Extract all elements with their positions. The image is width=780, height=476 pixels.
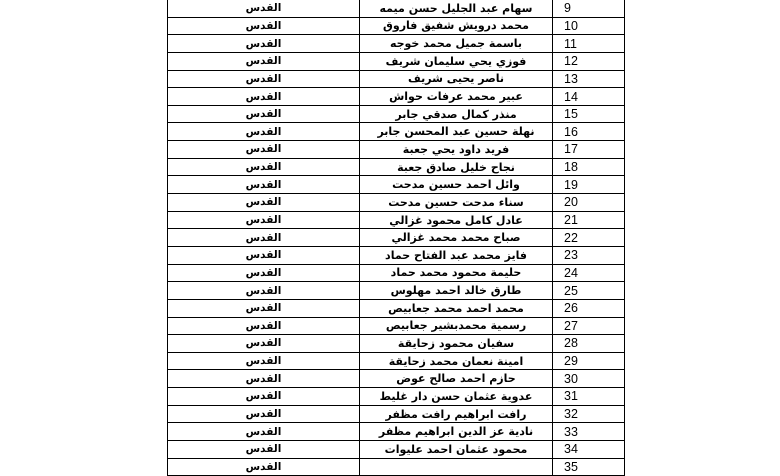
name-cell [360,458,553,476]
name-cell: سفيان محمود زحايقة [360,335,553,353]
row-number-cell: 28 [553,335,625,353]
row-number-cell: 34 [553,441,625,459]
row-number-cell: 29 [553,352,625,370]
name-cell: رافت ابراهيم رافت مظفر [360,405,553,423]
row-number-cell: 32 [553,405,625,423]
table-row [168,299,625,317]
table-row [168,317,625,335]
city-cell: القدس [168,17,360,35]
name-cell: محمود عثمان احمد عليوات [360,441,553,459]
name-cell: صباح محمد محمد غزالي [360,229,553,247]
document-page [167,0,610,476]
row-number-cell: 25 [553,282,625,300]
table-row [168,282,625,300]
city-cell: القدس [168,458,360,476]
name-cell: نهلة حسين عبد المحسن جابر [360,123,553,141]
name-cell: رسمية محمدبشير جعابيص [360,317,553,335]
name-cell: محمد احمد محمد جعابيص [360,299,553,317]
name-cell: نادية عز الدين ابراهيم مظفر [360,423,553,441]
row-number-cell: 33 [553,423,625,441]
table-row [168,441,625,459]
table-row [168,194,625,212]
city-cell: القدس [168,105,360,123]
row-number-cell: 9 [553,0,625,17]
city-cell: القدس [168,317,360,335]
city-cell: القدس [168,211,360,229]
city-cell: القدس [168,264,360,282]
table-row [168,423,625,441]
table-row [168,70,625,88]
row-number-cell: 27 [553,317,625,335]
table-row [168,123,625,141]
table-row [168,0,625,17]
table-row [168,370,625,388]
table-row [168,335,625,353]
city-cell: القدس [168,335,360,353]
name-cell: امينة نعمان محمد زحايقة [360,352,553,370]
city-cell: القدس [168,388,360,406]
row-number-cell: 19 [553,176,625,194]
table-row [168,17,625,35]
city-cell: القدس [168,88,360,106]
table-row [168,229,625,247]
name-cell: حازم احمد صالح عوض [360,370,553,388]
city-cell: القدس [168,70,360,88]
row-number-cell: 14 [553,88,625,106]
name-cell: وائل احمد حسين مدحت [360,176,553,194]
row-number-cell: 30 [553,370,625,388]
city-cell: القدس [168,246,360,264]
row-number-cell: 18 [553,158,625,176]
city-cell: القدس [168,0,360,17]
name-cell: حليمة محمود محمد حماد [360,264,553,282]
table-row [168,141,625,159]
city-cell: القدس [168,299,360,317]
table-row [168,264,625,282]
name-cell: طارق خالد احمد مهلوس [360,282,553,300]
row-number-cell: 11 [553,35,625,53]
table-row [168,158,625,176]
table-row [168,105,625,123]
city-cell: القدس [168,441,360,459]
city-cell: القدس [168,370,360,388]
row-number-cell: 24 [553,264,625,282]
row-number-cell: 16 [553,123,625,141]
row-number-cell: 13 [553,70,625,88]
name-cell: باسمة جميل محمد خوجه [360,35,553,53]
row-number-cell: 22 [553,229,625,247]
name-cell: سهام عبد الجليل حسن ميمه [360,0,553,17]
row-number-cell: 35 [553,458,625,476]
city-cell: القدس [168,141,360,159]
name-cell: نجاح خليل صادق جعبة [360,158,553,176]
row-number-cell: 10 [553,17,625,35]
city-cell: القدس [168,123,360,141]
table-row [168,388,625,406]
city-cell: القدس [168,176,360,194]
table-row [168,458,625,476]
name-cell: فايز محمد عبد الفتاح حماد [360,246,553,264]
row-number-cell: 12 [553,52,625,70]
name-cell: عبير محمد عرفات حواش [360,88,553,106]
row-number-cell: 26 [553,299,625,317]
table-row [168,352,625,370]
table-row [168,405,625,423]
city-cell: القدس [168,282,360,300]
name-cell: فوزي يحي سليمان شريف [360,52,553,70]
name-cell: فريد داود يحي جعبة [360,141,553,159]
city-cell: القدس [168,423,360,441]
name-cell: عدوية عثمان حسن دار غليط [360,388,553,406]
city-cell: القدس [168,229,360,247]
table-row [168,246,625,264]
names-table [167,0,625,476]
city-cell: القدس [168,194,360,212]
city-cell: القدس [168,35,360,53]
table-row [168,52,625,70]
name-cell: عادل كامل محمود غزالي [360,211,553,229]
name-cell: ناصر يحيى شريف [360,70,553,88]
table-row [168,88,625,106]
name-cell: سناء مدحت حسين مدحت [360,194,553,212]
table-row [168,211,625,229]
row-number-cell: 20 [553,194,625,212]
table-row [168,176,625,194]
row-number-cell: 17 [553,141,625,159]
row-number-cell: 23 [553,246,625,264]
row-number-cell: 15 [553,105,625,123]
city-cell: القدس [168,405,360,423]
table-body [168,0,625,476]
city-cell: القدس [168,352,360,370]
name-cell: منذر كمال صدقي جابر [360,105,553,123]
city-cell: القدس [168,52,360,70]
city-cell: القدس [168,158,360,176]
name-cell: محمد درويش شفيق فاروق [360,17,553,35]
table-row [168,35,625,53]
row-number-cell: 31 [553,388,625,406]
row-number-cell: 21 [553,211,625,229]
